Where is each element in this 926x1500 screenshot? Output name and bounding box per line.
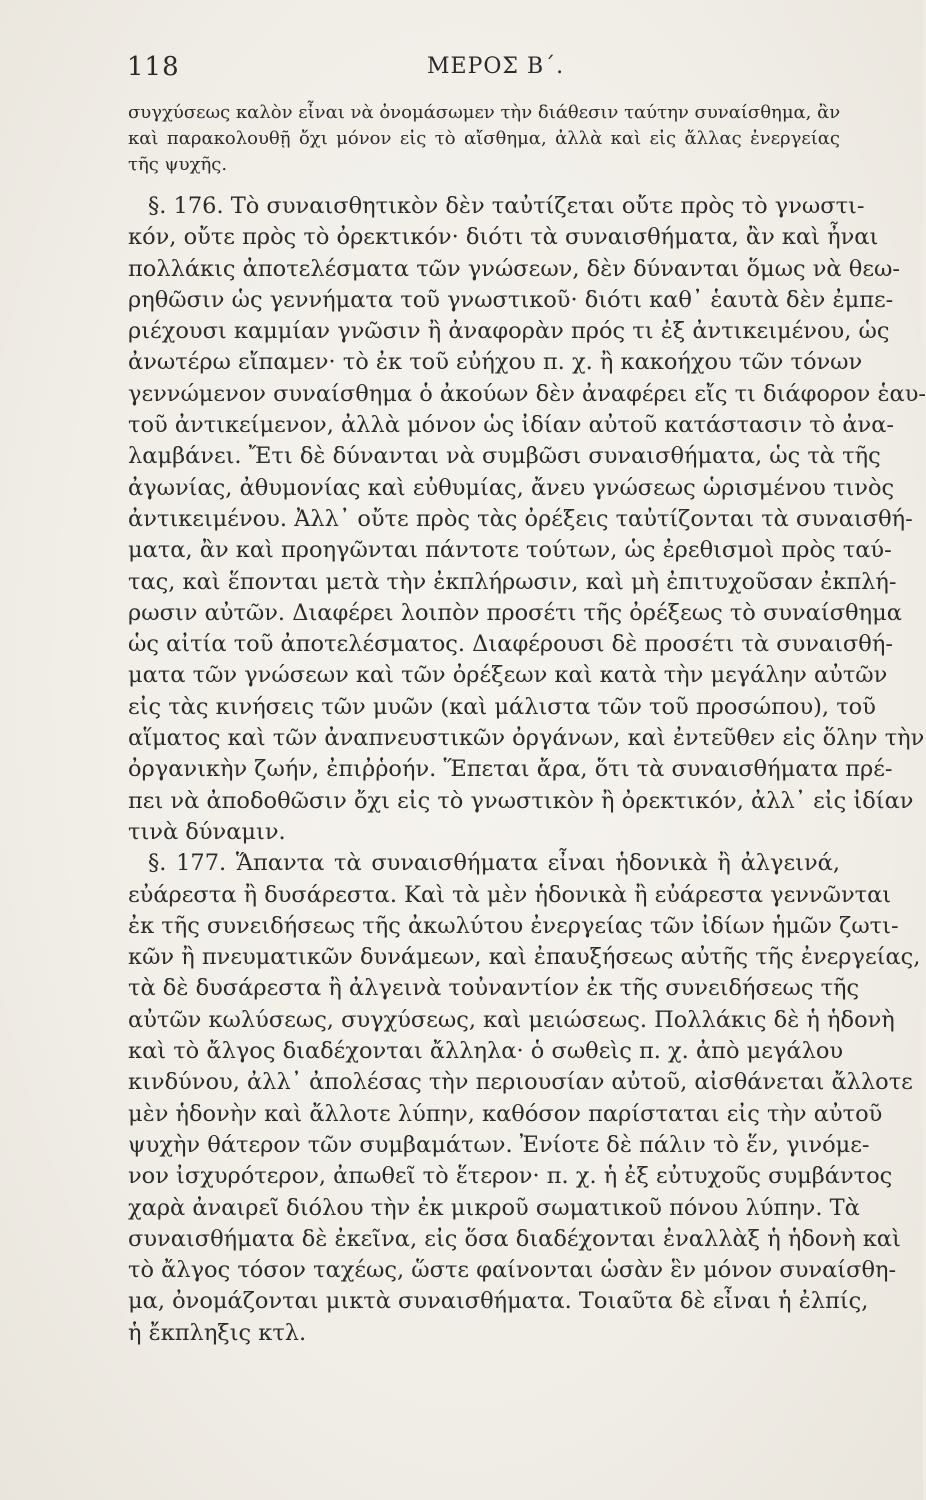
text-line: τοῦ ἀντικείμενον, ἀλλὰ μόνον ὡς ἰδίαν αὐτοῦ κατάστασιν τὸ ἀνα-: [128, 412, 895, 439]
text-line: ψυχὴν θάτερον τῶν συμβαμάτων. Ἐνίοτε δὲ πάλιν τὸ ἕν, γινόμε-: [128, 1131, 870, 1158]
continued-paragraph: [128, 100, 840, 178]
text-line: κόν, οὔτε πρὸς τὸ ὀρεκτικόν· διότι τὰ συναισθήματα, ἂν καὶ ἦναι: [128, 224, 879, 251]
text-line: τῆς ψυχῆς.: [128, 154, 228, 175]
text-line: ριέχουσι καμμίαν γνῶσιν ἢ ἀναφορὰν πρός τι ἐξ ἀντικειμένου, ὡς: [128, 318, 890, 345]
text-line: ὀργανικὴν ζωήν, ἐπιῤῥοήν. Ἕπεται ἄρα, ὅτι τὰ συναισθήματα πρέ-: [128, 756, 893, 783]
text-line: ἀντικειμένου. Ἀλλ᾽ οὔτε πρὸς τὰς ὀρέξεις ταὐτίζονται τὰ συναισθή-: [128, 505, 913, 532]
text-line: κινδύνου, ἀλλ᾽ ἀπολέσας τὴν περιουσίαν αὐτοῦ, αἰσθάνεται ἄλλοτε: [128, 1069, 913, 1096]
text-line: κῶν ἢ πνευματικῶν δυνάμεων, καὶ ἐπαυξήσεως αὐτῆς τῆς ἐνεργείας,: [128, 944, 921, 971]
text-line: τινὰ δύναμιν.: [128, 818, 286, 845]
text-line: συγχύσεως καλὸν εἶναι νὰ ὀνομάσωμεν τὴν διάθεσιν ταύτην συναίσθημα, ἂν: [128, 102, 841, 123]
text-line: ρωσιν αὐτῶν. Διαφέρει λοιπὸν προσέτι τῆς ὀρέξεως τὸ συναίσθημα: [128, 599, 902, 626]
text-line: γεννώμενον συναίσθημα ὁ ἀκούων δὲν ἀναφέρει εἴς τι διάφορον ἑαυ-: [128, 380, 926, 407]
text-line: ὡς αἰτία τοῦ ἀποτελέσματος. Διαφέρουσι δὲ προσέτι τὰ συναισθή-: [128, 631, 893, 658]
text-line: ἐκ τῆς συνειδήσεως τῆς ἀκωλύτου ἐνεργείας τῶν ἰδίων ἡμῶν ζωτι-: [128, 912, 899, 939]
main-paragraphs: [128, 191, 926, 1349]
text-line: τὰ δὲ δυσάρεστα ἢ ἀλγεινὰ τοὐναντίον ἐκ τῆς συνειδήσεως τῆς: [128, 975, 860, 1002]
text-line: ἀνωτέρω εἴπαμεν· τὸ ἐκ τοῦ εὐήχου π. χ. ἢ κακοήχου τῶν τόνων: [128, 349, 863, 376]
section-176-start: §. 176. Τὸ συναισθητικὸν δὲν ταὐτίζεται οὔτε πρὸς τὸ γνωστι-: [148, 193, 865, 219]
text-line: εἰς τὰς κινήσεις τῶν μυῶν (καὶ μάλιστα τῶν τοῦ προσώπου), τοῦ: [128, 693, 876, 720]
text-line: καὶ παρακολουθῇ ὄχι μόνον εἰς τὸ αἴσθημα, ἀλλὰ καὶ εἰς ἄλλας ἐνεργείας: [128, 128, 840, 149]
text-line: ματα, ἂν καὶ προηγῶνται πάντοτε τούτων, ὡς ἐρεθισμοὶ πρὸς ταύ-: [128, 537, 892, 564]
text-line: αὐτῶν κωλύσεως, συγχύσεως, καὶ μειώσεως. Πολλάκις δὲ ἡ ἡδονὴ: [128, 1006, 895, 1033]
text-line: καὶ τὸ ἄλγος διαδέχονται ἄλληλα· ὁ σωθεὶς π. χ. ἀπὸ μεγάλου: [128, 1038, 844, 1065]
running-head: ΜΕΡΟΣ Β΄.: [427, 54, 565, 79]
page-number: 118: [127, 52, 180, 82]
section-177-start: §. 177. Ἅπαντα τὰ συναισθήματα εἶναι ἡδονικὰ ἢ ἀλγεινά,: [148, 850, 840, 877]
text-line: μὲν ἡδονὴν καὶ ἄλλοτε λύπην, καθόσον παρίσταται εἰς τὴν αὐτοῦ: [128, 1100, 883, 1127]
text-line: ἀγωνίας, ἀθυμονίας καὶ εὐθυμίας, ἄνευ γνώσεως ὡρισμένου τινὸς: [128, 474, 895, 501]
text-line: πει νὰ ἀποδοθῶσιν ὄχι εἰς τὸ γνωστικὸν ἢ ὀρεκτικόν, ἀλλ᾽ εἰς ἰδίαν: [128, 787, 914, 814]
text-line: συναισθήματα δὲ ἐκεῖνα, εἰς ὅσα διαδέχονται ἐναλλὰξ ἡ ἡδονὴ καὶ: [128, 1225, 901, 1252]
text-line: νον ἰσχυρότερον, ἀπωθεῖ τὸ ἕτερον· π. χ. ἡ ἐξ εὐτυχοῦς συμβάντος: [128, 1163, 893, 1190]
text-line: χαρὰ ἀναιρεῖ διόλου τὴν ἐκ μικροῦ σωματικοῦ πόνου λύπην. Τὰ: [128, 1194, 860, 1221]
page-header: [127, 52, 827, 92]
text-line: ρηθῶσιν ὡς γεννήματα τοῦ γνωστικοῦ· διότι καθ᾽ ἑαυτὰ δὲν ἐμπε-: [128, 286, 894, 313]
body-text: [128, 100, 926, 1349]
text-line: ματα τῶν γνώσεων καὶ τῶν ὀρέξεων καὶ κατὰ τὴν μεγάλην αὐτῶν: [128, 662, 888, 689]
text-line: εὐάρεστα ἢ δυσάρεστα. Καὶ τὰ μὲν ἡδονικὰ ἢ εὐάρεστα γεννῶνται: [128, 881, 892, 908]
text-line: αἵματος καὶ τῶν ἀναπνευστικῶν ὀργάνων, καὶ ἐντεῦθεν εἰς ὅλην τὴν: [128, 725, 925, 752]
text-line: τας, καὶ ἕπονται μετὰ τὴν ἐκπλήρωσιν, καὶ μὴ ἐπιτυχοῦσαν ἐκπλή-: [128, 568, 897, 595]
text-line: μα, ὀνομάζονται μικτὰ συναισθήματα. Τοιαῦτα δὲ εἶναι ἡ ἐλπίς,: [128, 1288, 869, 1315]
text-line: πολλάκις ἀποτελέσματα τῶν γνώσεων, δὲν δύνανται ὅμως νὰ θεω-: [128, 255, 900, 282]
text-line: λαμβάνει. Ἔτι δὲ δύνανται νὰ συμβῶσι συναισθήματα, ὡς τὰ τῆς: [128, 443, 881, 470]
text-line: ἡ ἔκπληξις κτλ.: [128, 1319, 307, 1346]
text-line: τὸ ἄλγος τόσον ταχέως, ὥστε φαίνονται ὡσὰν ἓν μόνον συναίσθη-: [128, 1257, 897, 1284]
